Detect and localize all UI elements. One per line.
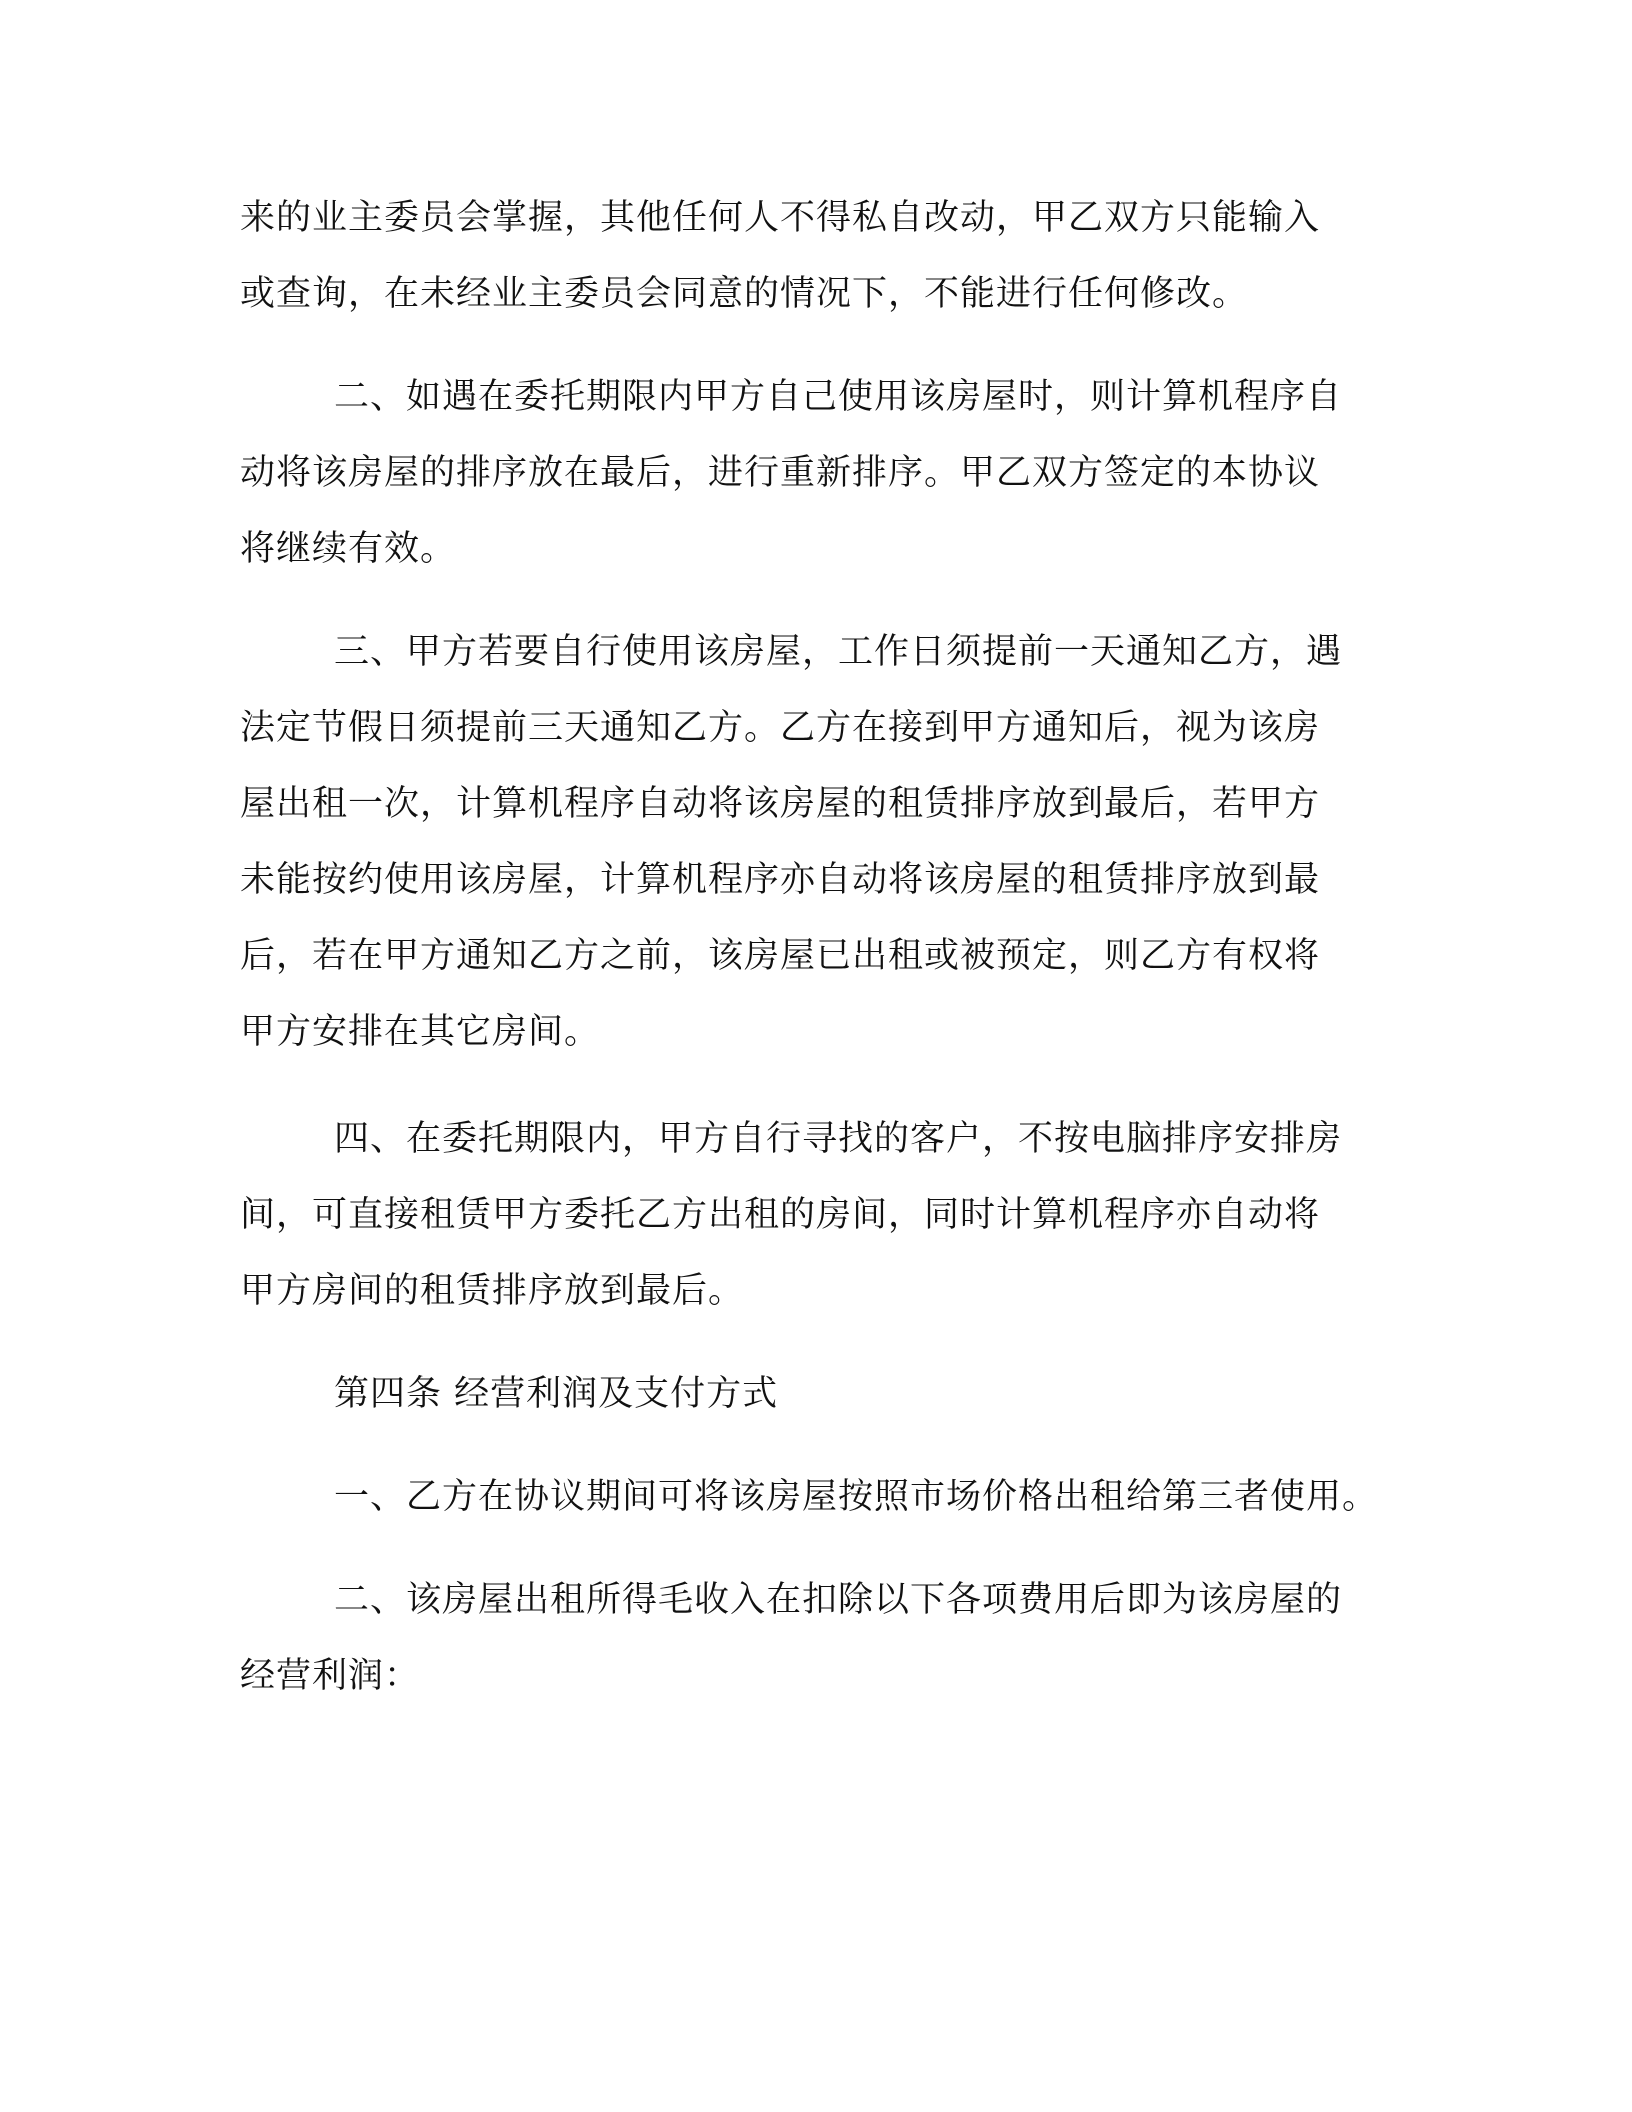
text-line: 屋出租一次，计算机程序自动将该房屋的租赁排序放到最后，若甲方 [240, 784, 1321, 824]
text-line: 甲方房间的租赁排序放到最后。 [240, 1271, 745, 1311]
text-line: 动将该房屋的排序放在最后，进行重新排序。甲乙双方签定的本协议 [240, 453, 1321, 493]
paragraph-3-start: 三、甲方若要自行使用该房屋，工作日须提前一天通知乙方，遇 [334, 632, 1343, 672]
text-line: 未能按约使用该房屋，计算机程序亦自动将该房屋的租赁排序放到最 [240, 860, 1321, 900]
text-line: 将继续有效。 [240, 529, 457, 569]
paragraph-2-start: 二、如遇在委托期限内甲方自己使用该房屋时，则计算机程序自 [334, 377, 1343, 417]
text-line: 来的业主委员会掌握，其他任何人不得私自改动，甲乙双方只能输入 [240, 198, 1321, 238]
text-line: 经营利润： [240, 1656, 421, 1696]
text-line: 甲方安排在其它房间。 [240, 1012, 601, 1052]
article-heading: 第四条 经营利润及支付方式 [334, 1374, 779, 1414]
text-line: 或查询，在未经业主委员会同意的情况下，不能进行任何修改。 [240, 274, 1249, 314]
clause-2-start: 二、该房屋出租所得毛收入在扣除以下各项费用后即为该房屋的 [334, 1580, 1343, 1620]
text-line: 后，若在甲方通知乙方之前，该房屋已出租或被预定，则乙方有权将 [240, 936, 1321, 976]
clause-1: 一、乙方在协议期间可将该房屋按照市场价格出租给第三者使用。 [334, 1477, 1379, 1517]
paragraph-4-start: 四、在委托期限内，甲方自行寻找的客户，不按电脑排序安排房 [334, 1119, 1343, 1159]
text-line: 法定节假日须提前三天通知乙方。乙方在接到甲方通知后，视为该房 [240, 708, 1321, 748]
text-line: 间，可直接租赁甲方委托乙方出租的房间，同时计算机程序亦自动将 [240, 1195, 1321, 1235]
